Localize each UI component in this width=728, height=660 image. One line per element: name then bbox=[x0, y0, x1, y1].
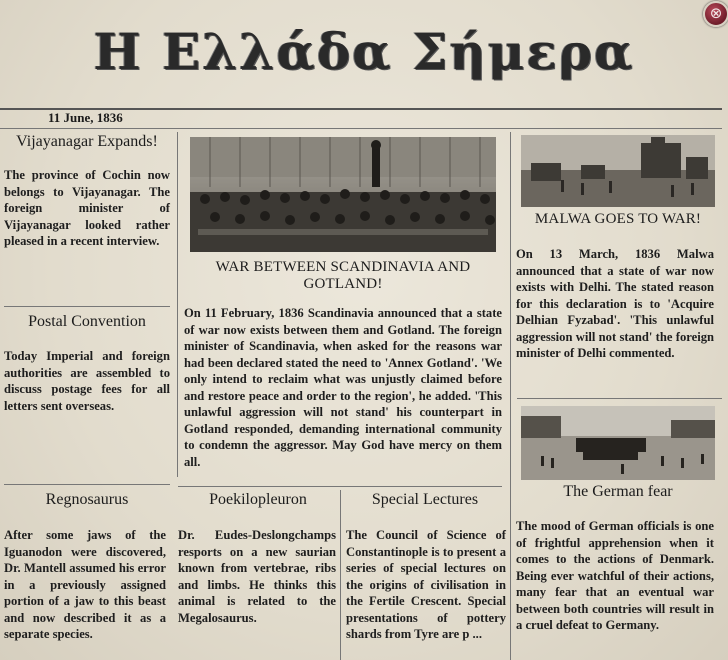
article-body-scandinavia-war: On 11 February, 1836 Scandinavia announced that a state of war now exists between them and Gotland. The foreign minister of Scandinavia, when asked for the reasons war had been declared stated the need to 'Annex Gotland'. 'We only intend to reclaim what was unjustly claimed before and restore peace and order to the region', he added. 'This unlawful aggression will not stand' his counterpart in Gotland responded, demanding international community to condemn the aggressor. May God have mercy on them all. bbox=[184, 306, 502, 469]
column-divider-right bbox=[510, 132, 511, 660]
ruins-photo bbox=[521, 135, 715, 207]
section-rule bbox=[517, 398, 722, 399]
article-body-regnosaurus: After some jaws of the Iguanodon were discovered, Dr. Mantell assumed his error in a previously assigned portion of a jaw to this beast and now described it as a separate species. bbox=[4, 528, 166, 641]
section-rule bbox=[178, 486, 502, 487]
article-headline-german: The German fear bbox=[563, 483, 673, 500]
column-divider-left bbox=[177, 132, 178, 477]
article-body-lectures: The Council of Science of Constantinople is to present a series of special lectures on the origins of civilisation in the Fertile Crescent. Special presentations of pottery shards from Tyre are p ... bbox=[346, 528, 506, 641]
article-headline-postal: Postal Convention bbox=[28, 313, 146, 330]
newspaper-masthead: Η Ελλάδα Σήμερα bbox=[93, 22, 635, 81]
article-body-german: The mood of German officials is one of frightful apprehension when it comes to the actions of Denmark. Being ever watchful of their actions, many fear that an eventual war between both countries will result in a cruel defeat to Germany. bbox=[516, 519, 714, 632]
article-body-poekilopleuron: Dr. Eudes-Deslongchamps resports on a new saurian known from vertebrae, ribs and limbs. He thinks this animal is related to the Megalosaurus. bbox=[178, 528, 336, 625]
close-button[interactable]: ⊗ bbox=[703, 1, 728, 27]
article-headline-malwa: MALWA GOES TO WAR! bbox=[534, 211, 702, 227]
section-rule bbox=[4, 484, 170, 485]
article-body-vijayanagar: The province of Cochin now belongs to Vijayanagar. The foreign minister of Vijayanagar looked rather pleased in a recent interview. bbox=[4, 168, 170, 248]
soldiers-photo bbox=[190, 137, 496, 252]
article-headline-poekilopleuron: Poekilopleuron bbox=[209, 491, 307, 508]
article-headline-regnosaurus: Regnosaurus bbox=[45, 491, 129, 508]
date-rule bbox=[0, 128, 722, 129]
section-rule bbox=[4, 306, 170, 307]
article-headline-scandinavia-war: WAR BETWEEN SCANDINAVIA AND GOTLAND! bbox=[215, 259, 471, 292]
article-headline-vijayanagar: Vijayanagar Expands! bbox=[16, 133, 158, 150]
article-body-malwa: On 13 March, 1836 Malwa announced that a state of war now exists with Delhi. The stated reason for this declaration is to 'Acquire Delhian Fyzabad'. 'This unlawful aggression will not stand' the foreign minister of Delhi commented. bbox=[516, 247, 714, 360]
column-divider-bottom bbox=[340, 490, 341, 660]
issue-date: 11 June, 1836 bbox=[48, 110, 123, 125]
article-headline-lectures: Special Lectures bbox=[371, 491, 479, 508]
article-body-postal: Today Imperial and foreign authorities are assembled to discuss postage fees for all letters sent overseas. bbox=[4, 349, 170, 413]
parade-photo bbox=[521, 406, 715, 480]
